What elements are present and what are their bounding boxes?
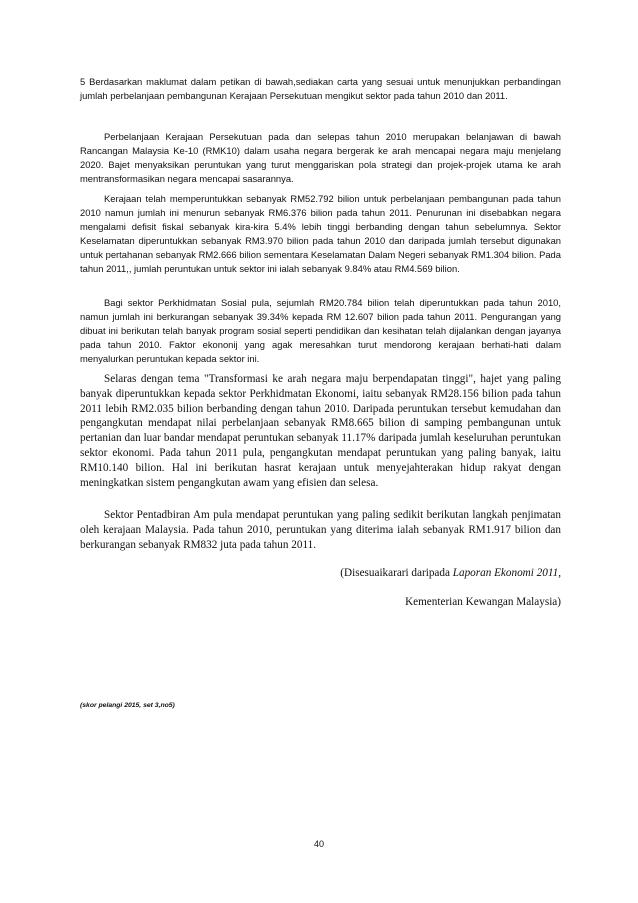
passage-paragraph-1: Perbelanjaan Kerajaan Persekutuan pada dan selepas tahun 2010 merupakan belanjawan di bawah Rancangan Malaysia Ke-10 (RMK10) dalam usaha negara bergerak ke arah mencapai negara maju menjelang 2020. Bajet menyaksikan peruntukan yang turut menggariskan pola strategi dan projek-projek utama ke arah mentransformasikan negara mencapai sasarannya.	[80, 131, 561, 184]
citation-publisher: Kementerian Kewangan Malaysia)	[405, 596, 561, 608]
passage-paragraph-3: Bagi sektor Perkhidmatan Sosial pula, sejumlah RM20.784 bilion telah diperuntukkan pada tahun 2010, namun jumlah ini berkurangan sebanyak 39.34% kepada RM 12.607 bilion pada tahun 2011. Pengurangan yang dibuat ini berikutan telah banyak program sosial seperti pendidikan dan kesihatan telah dijalankan dengan jayanya pada tahun 2010. Faktor ekononij yang agak meresahkan turut mendorong kerajaan berhati-hati dalam menyalurkan peruntukan kepada sektor ini.	[80, 297, 561, 364]
source-note: (skor pelangi 2015, set 3,no5)	[80, 702, 175, 709]
question-paragraph: 5 Berdasarkan maklumat dalam petikan di bawah,sediakan carta yang sesuai untuk menunjukkan perbandingan jumlah perbelanjaan pembangunan Kerajaan Persekutuan mengikut sektor pada tahun 2010 dan 2011.	[80, 76, 561, 101]
passage-paragraph-5: Sektor Pentadbiran Am pula mendapat peruntukan yang paling sedikit berikutan langkah penjimatan oleh kerajaan Malaysia. Pada tahun 2010, peruntukan yang diterima ialah sebanyak RM1.917 bilion dan berkurangan sebanyak RM832 juta pada tahun 2011.	[80, 509, 561, 551]
passage-paragraph-4: Selaras dengan tema "Transformasi ke arah negara maju berpendapatan tinggi", hajet yang paling banyak diperuntukkan kepada sektor Perkhidmatan Ekonomi, iaitu sebanyak RM28.156 bilion pada tahun 2011 lebih RM2.035 bilion berbanding dengan tahun 2010. Daripada peruntukan tersebut kemudahan dan pengangkutan mendapat nilai perbelanjaan sebanyak RM8.665 bilion di samping pembangunan untuk pertanian dan luar bandar mendapat peruntukan sebanyak 11.17% daripada jumlah keseluruhan peruntukan sektor ekonomi. Pada tahun 2011 pula, pengangkutan mendapat peruntukan yang paling banyak, iaitu RM10.140 bilion. Hal ini berikutan hasrat kerajaan untuk menyejahterakan hidup rakyat dengan meningkatkan sistem pengangkutan awam yang efisien dan selesa.	[80, 373, 561, 489]
citation-line-1	[80, 566, 561, 580]
citation-title: Laporan Ekonomi 2011,	[452, 567, 561, 579]
page-number: 40	[313, 839, 324, 849]
passage-paragraph-2: Kerajaan telah memperuntukkan sebanyak RM52.792 bilion untuk perbelanjaan pembangunan pada tahun 2010 namun jumlah ini menurun sebanyak RM6.376 bilion pada tahun 2011. Penurunan ini disebabkan negara mengalami defisit fiskal sebanyak kira-kira 5.4% lebih tinggi berbanding dengan tahun sebelumnya. Sektor Keselamatan diperuntukkan sebanyak RM3.970 bilion pada tahun 2010 dan daripada jumlah tersebut digunakan untuk pertahanan sebanyak RM2.666 bilion sementara Keselamatan Dalam Negeri sebanyak RM1.304 bilion. Pada tahun 2011,, jumlah peruntukan untuk sektor ini ialah sebanyak 9.84% atau RM4.569 bilion.	[80, 193, 561, 274]
citation-prefix: (Disesuaikarari daripada	[340, 567, 453, 579]
